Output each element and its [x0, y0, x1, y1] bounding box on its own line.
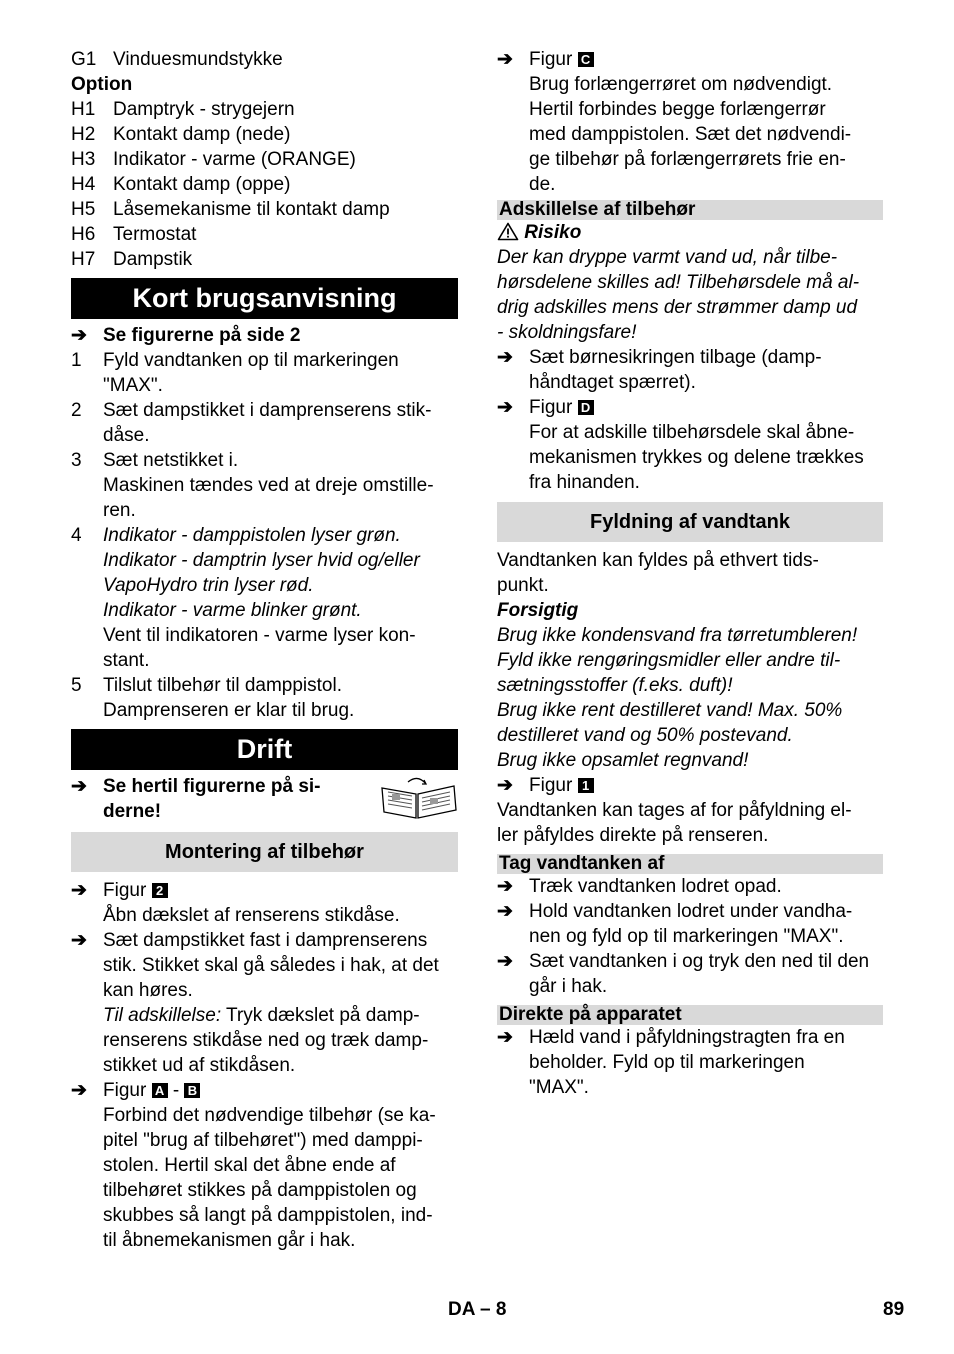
step-2 [71, 398, 458, 448]
body-text: ler påfyldes direkte på renseren. [497, 825, 769, 846]
step-text: Sæt dampstikket fast i damprenserens [103, 930, 428, 951]
caution-text: Fyld ikke rengøringsmidler eller andre til- [497, 650, 841, 671]
heading-kort-brugsanvisning: Kort brugsanvisning [71, 278, 458, 319]
legend-key: H6 [71, 224, 96, 245]
montering-step-plug [71, 928, 458, 1078]
step-text: Tryk dækslet på damp- [221, 1005, 420, 1026]
figure-ref-b: B [184, 1083, 200, 1098]
step-text: VapoHydro trin lyser rød. [103, 575, 314, 596]
step-text: "MAX". [103, 375, 163, 396]
step-text: Indikator - damptrin lyser hvid og/eller [103, 550, 420, 571]
step-text: Vent til indikatoren - varme lyser kon- [103, 625, 416, 646]
body-text: punkt. [497, 575, 549, 596]
step-figC [497, 47, 883, 197]
caution-text: Brug ikke rent destilleret vand! Max. 50% [497, 700, 843, 721]
legend-list-h [71, 97, 458, 272]
step-4 [71, 523, 458, 673]
montering-step-figAB [71, 1078, 458, 1253]
legend-key: H5 [71, 199, 96, 220]
legend-text: Damptryk - strygejern [113, 99, 295, 120]
see-figures-text: Se figurerne på side 2 [103, 325, 301, 346]
step-text: Indikator - varme blinker grønt. [103, 600, 362, 621]
figure-ref-1: 1 [578, 778, 594, 793]
legend-key: H7 [71, 249, 96, 270]
step-text: Hæld vand i påfyldningstragten fra en [529, 1027, 845, 1048]
step-number: 3 [71, 450, 82, 471]
heading-fyldning: Fyldning af vandtank [497, 502, 883, 542]
forsigtig-label: Forsigtig [497, 600, 579, 621]
legend-item [71, 247, 458, 272]
step-1 [71, 348, 458, 398]
arrow-icon: ➔ [497, 876, 513, 897]
warning-text: - skoldningsfare! [497, 322, 637, 343]
step-5 [71, 673, 458, 723]
warning-text: hørsdelene skilles ad! Tilbehørsdele må al- [497, 272, 860, 293]
figure-label: Figur [103, 1080, 147, 1101]
step-number: 5 [71, 675, 82, 696]
legend-key: H1 [71, 99, 96, 120]
legend-text: Vinduesmundstykke [113, 49, 283, 70]
heading-direkte: Direkte på apparatet [497, 1005, 883, 1025]
note-text: derne! [103, 801, 162, 822]
legend-item [71, 222, 458, 247]
step-child-lock [497, 345, 883, 395]
step-text: Damprenseren er klar til brug. [103, 700, 355, 721]
left-column [71, 47, 458, 1253]
arrow-icon: ➔ [497, 397, 513, 418]
figure-label: Figur [529, 775, 573, 796]
step-text: ren. [103, 500, 136, 521]
legend-item [71, 172, 458, 197]
step-text: Forbind det nødvendige tilbehør (se ka- [103, 1105, 436, 1126]
caution-text: Brug ikke opsamlet regnvand! [497, 750, 749, 771]
legend-text: Indikator - varme (ORANGE) [113, 149, 356, 170]
legend-key: H4 [71, 174, 96, 195]
legend-item [71, 122, 458, 147]
step-text: stik. Stikket skal gå således i hak, at det [103, 955, 439, 976]
montering-step-fig2 [71, 878, 458, 928]
arrow-icon: ➔ [71, 880, 87, 901]
option-label: Option [71, 74, 133, 95]
step-text: skubbes så langt på damppistolen, ind- [103, 1205, 433, 1226]
arrow-icon: ➔ [71, 776, 87, 797]
step-text: stant. [103, 650, 150, 671]
legend-text: Kontakt damp (oppe) [113, 174, 291, 195]
see-figures-pages-note [71, 774, 458, 824]
figure-label: Figur [103, 880, 147, 901]
legend-item [71, 97, 458, 122]
legend-item [71, 197, 458, 222]
body-text: Vandtanken kan fyldes på ethvert tids- [497, 550, 819, 571]
heading-tag-vandtanken: Tag vandtanken af [497, 854, 883, 874]
step-text: Maskinen tændes ved at dreje omstille- [103, 475, 434, 496]
body-text: Vandtanken kan tages af for påfyldning el- [497, 800, 852, 821]
step-text: Sæt børnesikringen tilbage (damp- [529, 347, 822, 368]
footer-section-label: DA – 8 [448, 1299, 507, 1320]
step-text: dåse. [103, 425, 150, 446]
legend-text: Dampstik [113, 249, 193, 270]
warning-text: Der kan dryppe varmt vand ud, når tilbe- [497, 247, 838, 268]
step-text: Hold vandtanken lodret under vandha- [529, 901, 853, 922]
tag-step-2 [497, 899, 883, 949]
step-text: tilbehøret stikkes på damppistolen og [103, 1180, 417, 1201]
arrow-icon: ➔ [71, 1080, 87, 1101]
step-3 [71, 448, 458, 523]
step-text: med damppistolen. Sæt det nødvendi- [529, 124, 852, 145]
tag-step-3 [497, 949, 883, 999]
step-text: Brug forlængerrøret om nødvendigt. [529, 74, 833, 95]
figure-ref-c: C [578, 52, 594, 67]
step-text: pitel "brug af tilbehøret") med damppi- [103, 1130, 423, 1151]
step-text: til åbnemekanismen går i hak. [103, 1230, 356, 1251]
caution-text: sætningsstoffer (f.eks. duft)! [497, 675, 733, 696]
step-text: renserens stikdåse ned og træk damp- [103, 1030, 429, 1051]
step-text: ge tilbehør på forlængerrørets frie en- [529, 149, 846, 170]
see-figures-note [71, 323, 458, 348]
step-text: "MAX". [529, 1077, 589, 1098]
legend-item [71, 47, 458, 72]
arrow-icon: ➔ [71, 325, 87, 346]
disassembly-label: Til adskillelse: [103, 1005, 222, 1026]
step-number: 2 [71, 400, 82, 421]
step-text: For at adskille tilbehørsdele skal åbne- [529, 422, 855, 443]
open-manual-icon [378, 774, 458, 820]
arrow-icon: ➔ [497, 775, 513, 796]
step-text: Sæt vandtanken i og tryk den ned til den [529, 951, 870, 972]
warning-triangle-icon [497, 222, 519, 241]
step-text: Åbn dækslet af renserens stikdåse. [103, 905, 400, 926]
step-number: 4 [71, 525, 82, 546]
step-text: Hertil forbindes begge forlængerrør [529, 99, 826, 120]
figure-dash: - [167, 1080, 185, 1101]
legend-text: Termostat [113, 224, 197, 245]
step-text: stikket ud af stikdåsen. [103, 1055, 296, 1076]
risiko-label [497, 220, 883, 245]
figure-ref-a: A [152, 1083, 168, 1098]
heading-montering: Montering af tilbehør [71, 832, 458, 872]
legend-key: H2 [71, 124, 96, 145]
arrow-icon: ➔ [497, 347, 513, 368]
note-text: Se hertil figurerne på si- [103, 776, 321, 797]
tag-step-1 [497, 874, 883, 899]
heading-drift: Drift [71, 729, 458, 770]
arrow-icon: ➔ [497, 1027, 513, 1048]
arrow-icon: ➔ [71, 930, 87, 951]
legend-item [71, 147, 458, 172]
caution-text: Brug ikke kondensvand fra tørretumbleren! [497, 625, 858, 646]
step-text: Fyld vandtanken op til markeringen [103, 350, 399, 371]
step-text: Sæt netstikket i. [103, 450, 239, 471]
step-text: beholder. Fyld op til markeringen [529, 1052, 805, 1073]
direkte-step [497, 1025, 883, 1100]
legend-text: Låsemekanisme til kontakt damp [113, 199, 390, 220]
arrow-icon: ➔ [497, 901, 513, 922]
heading-adskillelse: Adskillelse af tilbehør [497, 200, 883, 220]
figure-label: Figur [529, 397, 573, 418]
legend-text: Kontakt damp (nede) [113, 124, 291, 145]
figure-ref-d: D [578, 400, 594, 415]
step-text: kan høres. [103, 980, 193, 1001]
step-text: Sæt dampstikket i damprenserens stik- [103, 400, 432, 421]
figure-label: Figur [529, 49, 573, 70]
right-column [497, 47, 883, 1100]
step-text: håndtaget spærret). [529, 372, 696, 393]
arrow-icon: ➔ [497, 49, 513, 70]
step-text: Træk vandtanken lodret opad. [529, 876, 782, 897]
arrow-icon: ➔ [497, 951, 513, 972]
step-text: de. [529, 174, 556, 195]
legend-key: G1 [71, 49, 97, 70]
figure-ref-2: 2 [152, 883, 168, 898]
step-text: stolen. Hertil skal det åbne ende af [103, 1155, 396, 1176]
step-text: Indikator - damppistolen lyser grøn. [103, 525, 401, 546]
caution-text: destilleret vand og 50% postevand. [497, 725, 793, 746]
step-number: 1 [71, 350, 82, 371]
step-text: Tilslut tilbehør til damppistol. [103, 675, 342, 696]
footer-page-number: 89 [883, 1299, 905, 1320]
step-text: fra hinanden. [529, 472, 640, 493]
step-text: går i hak. [529, 976, 608, 997]
step-figD [497, 395, 883, 495]
step-text: nen og fyld op til markeringen "MAX". [529, 926, 844, 947]
risiko-text: Risiko [524, 222, 582, 243]
warning-text: drig adskilles mens der strømmer damp ud [497, 297, 858, 318]
step-text: mekanismen trykkes og delene trækkes [529, 447, 864, 468]
legend-key: H3 [71, 149, 96, 170]
step-fig1 [497, 773, 883, 798]
